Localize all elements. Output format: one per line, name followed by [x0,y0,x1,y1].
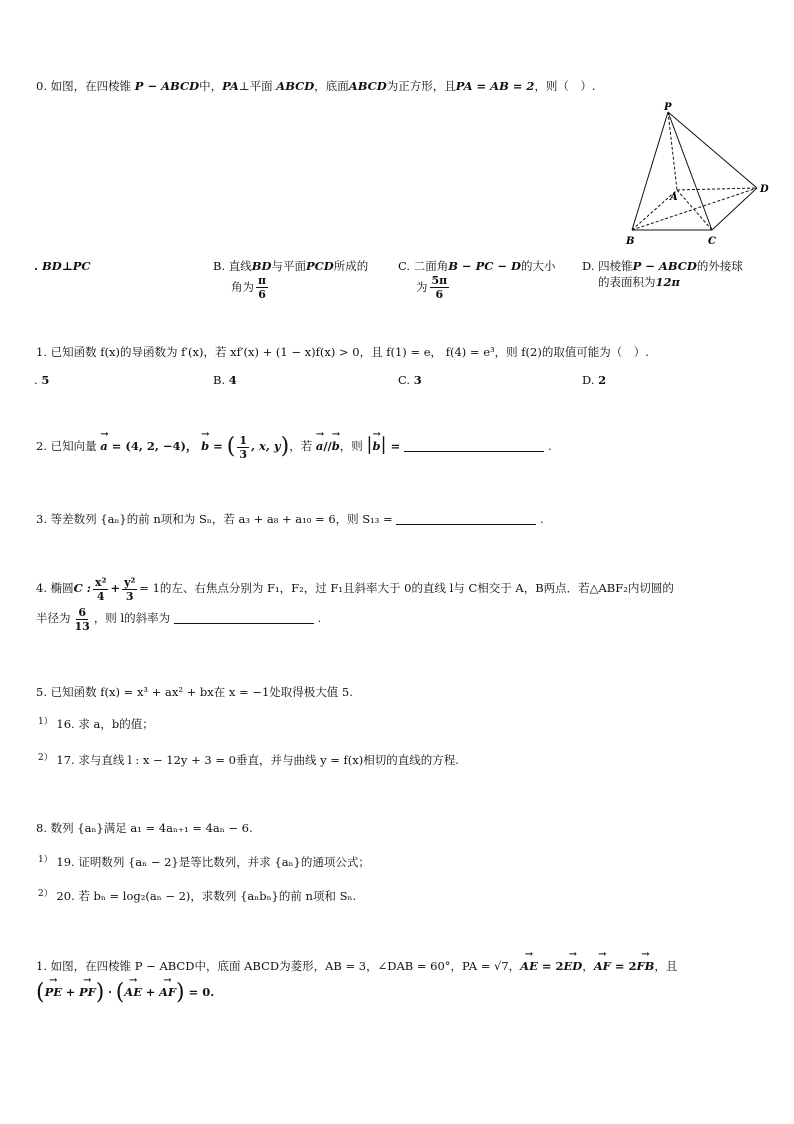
q10-stem: 0. 如图，在四棱锥 P − ABCD中，PA⊥平面 ABCD，底面ABCD为正方形，且PA = AB = 2，则（ ）. [36,79,596,93]
q10-option-d: D. 四棱锥P − ABCD的外接球 的表面积为12π [582,259,743,289]
q14-line2: 半径为 $\frac{6}{13}$ ，则 l的斜率为 . [36,605,322,633]
diag-ac [677,190,712,230]
q11-option-a: . 5 [34,373,50,387]
q21-line2: (→ PE + → PF) · (→ AE + → AF) = 0. [36,980,214,1005]
label-c: C [708,236,716,247]
q15-stem: 5. 已知函数 f(x) = x³ + ax² + bx在 x = −1处取得极大值 5. [36,685,353,699]
edge-pb [632,112,668,230]
q13-stem: 3. 等差数列 {aₙ}的前 n项和为 Sₙ，若 a₃ + a₈ + a₁₀ = 6，则 S₁₃ = . [36,512,544,526]
pyramid-figure [620,100,770,250]
q10-option-c: C. 二面角B − PC − D的大小 为 $\frac{5\pi}{6}$ [398,259,556,301]
q11-stem: 1. 已知函数 f(x)的导函数为 f′(x)，若 xf′(x) + (1 − x)f(x) > 0，且 f(1) = e， f(4) = e³，则 f(2)的取值可能为（ ）. [36,345,649,359]
q11-option-d: D. 2 [582,373,607,387]
edge-cd [712,188,757,230]
q11-option-b: B. 4 [213,373,237,387]
q18-part1: $^{1)}$ 19. 证明数列 {aₙ − 2}是等比数列，并求 {aₙ}的通项公式； [38,855,370,869]
label-d: D [760,184,769,195]
label-b: B [626,236,635,247]
q12-answer-blank[interactable] [404,439,544,452]
q14-answer-blank[interactable] [174,611,314,624]
q18-stem: 8. 数列 {aₙ}满足 a₁ = 4aₙ₊₁ = 4aₙ − 6. [36,821,253,835]
q12-stem: 2. 已知向量 → a = (4, 2, −4)， → b = ( $\frac{1}{3}$ , x, y)，若 → a//→ b，则 |→ b| = . [36,428,552,464]
label-p: P [664,102,672,113]
q15-part1: $^{1)}$ 16. 求 a，b的值； [38,717,154,731]
q15-part2: $^{2)}$ 17. 求与直线 l : x − 12y + 3 = 0垂直，并与曲线 y = f(x)相切的直线的方程. [38,753,459,767]
edge-pd [668,112,757,188]
edge-pc [668,112,712,230]
edge-ad [677,188,757,190]
q10-option-a: . BD⊥PC [34,259,91,273]
vector-a: → a [100,429,107,463]
q13-answer-blank[interactable] [396,512,536,525]
q11-option-c: C. 3 [398,373,422,387]
vector-b: → b [201,429,209,463]
q10-option-b: B. 直线BD与平面PCD所成的 角为 $\frac{\pi}{6}$ [213,259,369,301]
q21-line1: 1. 如图，在四棱锥 P − ABCD中，底面 ABCD为菱形，AB = 3，∠DAB = 60°，PA = √7，→ AE = 2→ ED，→ AF = 2→ FB，且 [36,958,677,974]
q14-line1: 4. 椭圆C : $\frac{\text{x²}}{4}$ + $\frac{\text{y²}}{3}$ = 1的左、右焦点分别为 F₁，F₂，过 F₁且斜率大于 0的直线 l与 C相交于 A，B两点．若△ABF₂内切圆的 [36,575,674,603]
q18-part2: $^{2)}$ 20. 若 bₙ = log₂(aₙ − 2)，求数列 {aₙbₙ}的前 n项和 Sₙ. [38,889,357,903]
label-a: A [670,192,678,203]
diag-bd [632,188,757,230]
